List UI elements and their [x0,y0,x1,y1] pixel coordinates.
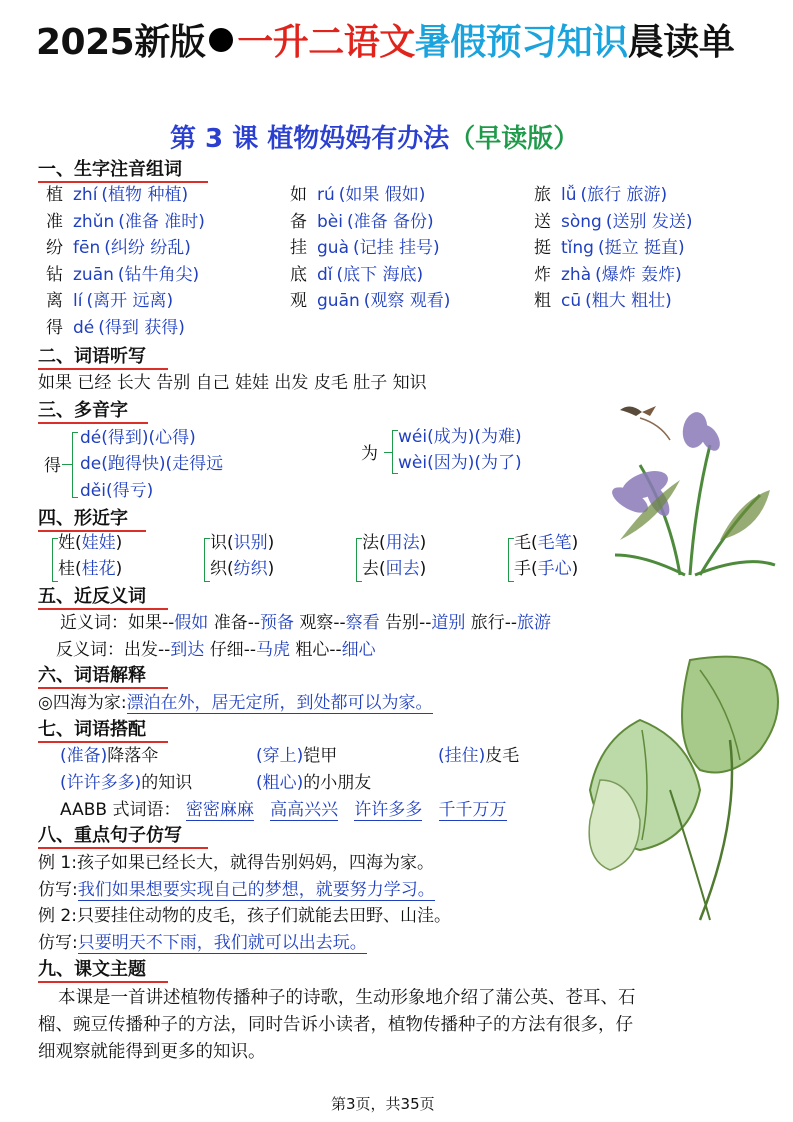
char-words: (旅行 旅游) [580,185,668,205]
pair-word: 到达 [170,640,205,660]
section-heading: 五、近反义词 [38,586,168,610]
char-entry [290,237,440,259]
aabb-label: AABB 式词语： [60,800,181,820]
dash: -- [243,640,256,660]
word: 出发 [124,640,158,660]
section-heading: 九、课文主题 [38,959,168,983]
char-pinyin: dé [73,317,95,338]
imitation-label: 仿写: [38,880,78,900]
char-entry [290,264,423,286]
brace-tick [384,452,392,453]
word: 观察 [299,613,334,633]
char-glyph: 观 [290,291,307,311]
section-heading: 三、多音字 [38,400,148,424]
char-pinyin: lǚ [561,185,577,205]
iris-flower-illustration [600,400,780,580]
char-pinyin: sòng [561,211,602,232]
similar-char: 姓(娃娃) [58,533,123,553]
char-glyph: 离 [46,291,63,311]
aabb-word: 高高兴兴 [270,800,339,820]
word: 仔细 [209,640,244,660]
lesson-title-main: 第 3 课 植物妈妈有办法 [170,124,450,154]
header-grade: 一升二语文 [237,22,415,63]
collocation-verb: (穿上) [256,746,304,766]
char-glyph: 旅 [534,185,551,205]
polyphone-reading: wèi(因为)(为了) [398,453,522,473]
aabb-word: 许许多多 [354,800,423,820]
char-entry [46,211,205,233]
dictation-words: 如果 已经 长大 告别 自己 娃娃 出发 皮毛 肚子 知识 [38,373,427,393]
char-words: (观察 观看) [363,291,451,311]
polyphone-reading: dé(得到)(心得) [80,428,196,448]
collocation-noun: 铠甲 [303,746,338,766]
collocation-verb: (挂住) [438,746,486,766]
char-glyph: 挺 [534,238,551,258]
char-words: (纠纷 纷乱) [104,238,191,258]
imitation-label: 仿写: [38,933,78,953]
char-words: (爆炸 轰炸) [595,264,682,285]
aabb-word: 千千万万 [438,800,507,820]
polyphone-reading: děi(得亏) [80,481,154,501]
dash: -- [504,613,518,633]
char-pinyin: cū [561,291,582,311]
collocation-noun: 的知识 [141,773,193,793]
header-sheet: 晨读单 [627,22,735,63]
char-entry [46,237,191,259]
collocation [60,772,192,794]
char-entry [46,264,199,286]
char-entry [290,290,450,312]
lesson-title-sub: （早读版） [449,124,580,154]
section-heading: 八、重点句子仿写 [38,825,208,849]
example-sentence: 例 2:只要挂住动物的皮毛，孩子们就能去田野、山洼。 [38,906,451,926]
imitation-sentence: 我们如果想要实现自己的梦想，就要努力学习。 [77,880,435,900]
char-entry [290,211,434,233]
lesson-title [170,118,579,155]
imitation-row [38,879,435,901]
char-words: (底下 海底) [336,264,424,285]
polyphone-reading: wéi(成为)(为难) [398,427,522,447]
word: 粗心 [295,640,330,660]
char-words: (得到 获得) [98,317,185,338]
char-pinyin: lí [73,291,83,311]
char-words: (如果 假如) [338,185,426,205]
aabb-word: 密密麻麻 [185,800,254,820]
pair-word: 马虎 [255,640,290,660]
char-words: (挺立 挺直) [597,238,685,258]
explanation-definition: 漂泊在外，居无定所，到处都可以为家。 [126,693,433,713]
char-glyph: 钻 [46,264,63,285]
char-words: (记挂 挂号) [352,238,440,258]
pair-word: 细心 [341,640,376,660]
char-pinyin: zhǔn [73,211,115,232]
collocation [256,745,337,767]
dash: -- [333,613,346,633]
pair-word: 道别 [431,613,466,633]
brace-tick [62,464,72,465]
similar-char: 桂(桂花) [58,559,123,579]
char-pinyin: fēn [73,238,101,258]
char-glyph: 如 [290,185,307,205]
char-glyph: 备 [290,211,307,232]
aabb-row [60,799,507,821]
char-entry [534,184,667,206]
brace [72,432,78,498]
char-words: (送别 发送) [605,211,693,232]
page-header [36,14,734,65]
char-pinyin: zhà [561,264,592,285]
char-entry [534,290,672,312]
dash: -- [158,640,171,660]
section-heading: 七、词语搭配 [38,719,168,743]
imitation-row [38,932,367,954]
char-entry [46,290,173,312]
word: 告别 [385,613,420,633]
char-pinyin: dǐ [317,264,333,285]
section-heading: 四、形近字 [38,508,146,532]
similar-char: 识(识别) [210,533,275,553]
dash: -- [162,613,175,633]
theme-line: 细观察就能得到更多的知识。 [38,1042,266,1062]
word: 准备 [213,613,248,633]
char-entry [534,211,693,233]
char-pinyin: guān [317,291,360,311]
polyphone-char: 得 [44,456,61,476]
bullet-icon [209,28,233,52]
char-glyph: 底 [290,264,307,285]
section-heading: 二、词语听写 [38,346,168,370]
collocation-verb: (粗心) [256,773,304,793]
theme-line: 榴、豌豆传播种子的方法，同时告诉小读者，植物传播种子的方法有很多，仔 [38,1015,633,1035]
collocation-verb: (许许多多) [60,773,142,793]
char-pinyin: zhí [73,185,98,205]
relation-label: 反义词： [56,640,124,660]
relation-label: 近义词： [60,613,128,633]
char-entry [46,317,185,339]
explanation-term: ◎四海为家: [38,693,127,713]
similar-char: 手(手心) [514,559,579,579]
char-pinyin: guà [317,238,349,258]
char-entry [290,184,425,206]
imitation-sentence: 只要明天不下雨，我们就可以出去玩。 [77,933,367,953]
example-sentence: 例 1:孩子如果已经长大，就得告别妈妈，四海为家。 [38,853,434,873]
collocation-noun: 降落伞 [107,746,159,766]
header-year: 2025新版 [36,22,206,63]
char-words: (准备 备份) [346,211,434,232]
pair-word: 预备 [259,613,294,633]
dash: -- [329,640,342,660]
char-words: (植物 种植) [101,185,189,205]
char-pinyin: rú [317,185,335,205]
dash: -- [247,613,260,633]
char-words: (钻牛角尖) [117,264,200,285]
char-entry [46,184,188,206]
similar-char: 去(回去) [362,559,427,579]
char-glyph: 纷 [46,238,63,258]
pair-word: 假如 [174,613,209,633]
char-words: (准备 准时) [118,211,205,232]
char-glyph: 挂 [290,238,307,258]
antonym-row [56,639,376,661]
dash: -- [419,613,432,633]
char-words: (离开 远离) [86,291,174,311]
leaf-vine-illustration [580,640,790,940]
explanation-row [38,692,433,714]
char-words: (粗大 粗壮) [585,291,672,311]
collocation [60,745,158,767]
section-heading: 一、生字注音组词 [38,159,208,183]
word: 如果 [128,613,162,633]
collocation-noun: 皮毛 [485,746,520,766]
pair-word: 察看 [345,613,380,633]
similar-char: 织(纺织) [210,559,275,579]
char-glyph: 准 [46,211,63,232]
char-glyph: 炸 [534,264,551,285]
similar-char: 法(用法) [362,533,427,553]
collocation-verb: (准备) [60,746,108,766]
char-entry [534,237,685,259]
polyphone-char: 为 [361,444,378,464]
char-glyph: 得 [46,317,63,338]
char-glyph: 粗 [534,291,551,311]
char-glyph: 植 [46,185,63,205]
char-entry [534,264,682,286]
pair-word: 旅游 [517,613,552,633]
word: 旅行 [470,613,505,633]
char-glyph: 送 [534,211,551,232]
polyphone-reading: de(跑得快)(走得远 [80,454,224,474]
theme-line: 本课是一首讲述植物传播种子的诗歌，生动形象地介绍了蒲公英、苍耳、石 [58,988,636,1008]
char-pinyin: zuān [73,264,114,285]
char-pinyin: bèi [317,211,343,232]
header-topic: 暑假预习知识 [414,22,628,63]
similar-char: 毛(毛笔) [514,533,579,553]
collocation [256,772,371,794]
section-heading: 六、词语解释 [38,665,168,689]
collocation [438,745,519,767]
collocation-noun: 的小朋友 [303,773,372,793]
page-number: 第3页，共35页 [331,1095,435,1113]
char-pinyin: tǐng [561,238,594,258]
synonym-row [60,612,551,634]
